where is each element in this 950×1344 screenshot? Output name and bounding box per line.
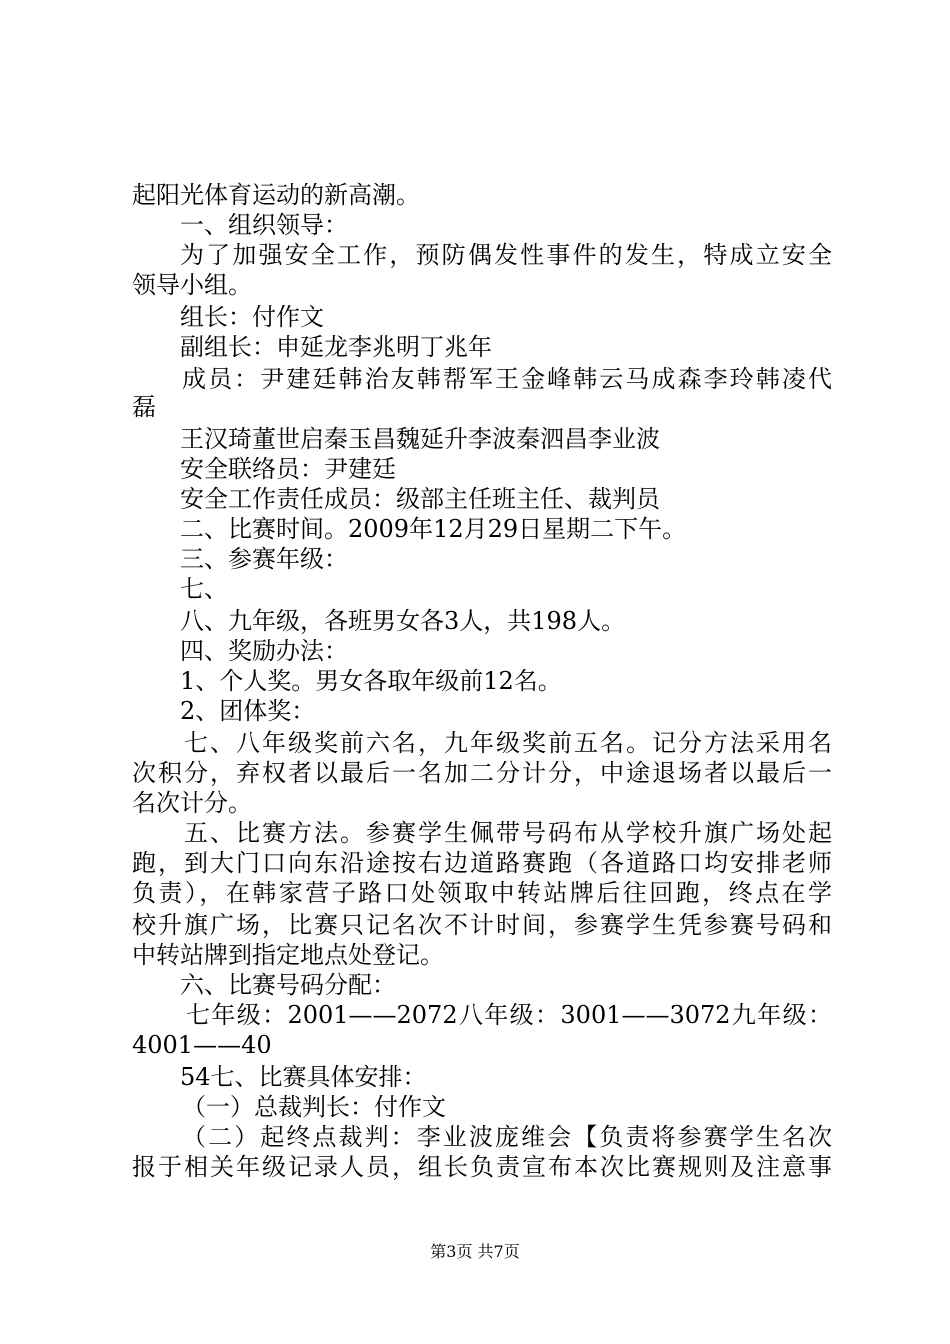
text-line: 起阳光体育运动的新高潮。	[132, 181, 420, 209]
text-line: 安全工作责任成员：级部主任班主任、裁判员	[180, 485, 660, 513]
text-line: 跑，到大门口向东沿途按右边道路赛跑（各道路口均安排老师	[132, 849, 832, 877]
text-line: 报于相关年级记录人员，组长负责宣布本次比赛规则及注意事	[132, 1153, 832, 1181]
section-heading: 54七、比赛具体安排：	[180, 1063, 427, 1091]
text-line: 七年级：2001——2072八年级：3001——3072九年级：	[186, 1001, 832, 1029]
text-line: 领导小组。	[132, 271, 252, 299]
text-line: 为了加强安全工作，预防偶发性事件的发生，特成立安全	[180, 241, 832, 269]
section-heading: 五、比赛方法。参赛学生佩带号码布从学校升旗广场处起	[184, 819, 832, 847]
text-line: （一）总裁判长：付作文	[182, 1093, 446, 1121]
text-line: 1、个人奖。男女各取年级前12名。	[180, 667, 562, 695]
section-heading: 六、比赛号码分配：	[180, 971, 396, 999]
text-line: 名次计分。	[132, 789, 252, 817]
page-number-footer: 第3页 共7页	[430, 1242, 520, 1261]
text-line: 王汉琦董世启秦玉昌魏延升李波秦泗昌李业波	[180, 425, 660, 453]
text-line: 磊	[132, 393, 156, 421]
section-heading: 一、组织领导：	[180, 211, 348, 239]
text-line: 校升旗广场，比赛只记名次不计时间，参赛学生凭参赛号码和	[132, 911, 832, 939]
text-line: 副组长：申延龙李兆明丁兆年	[180, 333, 492, 361]
text-line: （二）起终点裁判：李业波庞维会【负责将参赛学生名次	[182, 1123, 832, 1151]
section-heading: 三、参赛年级：	[180, 545, 348, 573]
text-line: 4001——40	[132, 1031, 272, 1059]
text-line: 成员：尹建廷韩治友韩帮军王金峰韩云马成森李玲韩凌代	[182, 365, 832, 393]
section-heading: 四、奖励办法：	[180, 637, 348, 665]
text-line: 2、团体奖：	[180, 697, 316, 725]
text-line: 安全联络员：尹建廷	[180, 455, 396, 483]
text-line: 七、八年级奖前六名，九年级奖前五名。记分方法采用名	[184, 729, 832, 757]
text-line: 次积分，弃权者以最后一名加二分计分，中途退场者以最后一	[132, 759, 832, 787]
section-heading: 二、比赛时间。2009年12月29日星期二下午。	[180, 515, 687, 543]
text-line: 八、九年级，各班男女各3人，共198人。	[180, 607, 626, 635]
text-line: 七、	[180, 575, 228, 603]
text-line: 组长：付作文	[180, 303, 324, 331]
text-line: 负责），在韩家营子路口处领取中转站牌后往回跑，终点在学	[132, 879, 832, 907]
text-line: 中转站牌到指定地点处登记。	[132, 941, 444, 969]
